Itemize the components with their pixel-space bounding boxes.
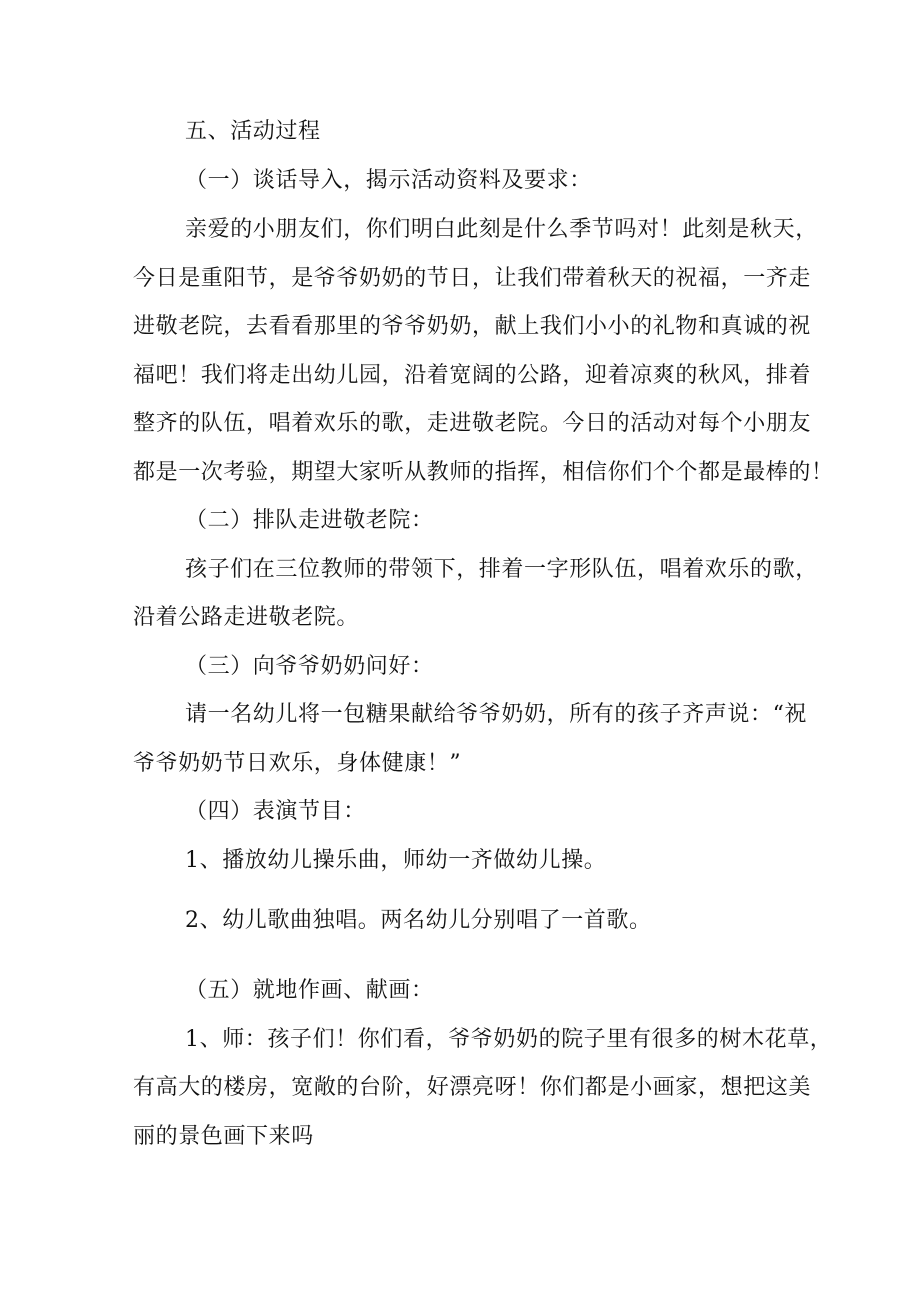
part5-line: 1、师：孩子们！你们看，爷爷奶奶的院子里有很多的树木花草， [185,1027,833,1052]
part2-heading: （二）排队走进敬老院： [185,508,434,533]
part3-line: 爷爷奶奶节日欢乐，身体健康！” [133,751,462,776]
part2-line: 孩子们在三位教师的带领下，排着一字形队伍，唱着欢乐的歌， [185,557,818,582]
part1-line: 亲爱的小朋友们，你们明白此刻是什么季节吗对！此刻是秋天， [185,217,818,242]
part1-heading: （一）谈话导入，揭示活动资料及要求： [185,168,592,193]
part2-line: 沿着公路走进敬老院。 [133,605,360,630]
section-title: 五、活动过程 [185,119,321,144]
part1-line: 今日是重阳节，是爷爷奶奶的节日，让我们带着秋天的祝福，一齐走 [133,266,812,291]
part1-line: 进敬老院，去看看那里的爷爷奶奶，献上我们小小的礼物和真诚的祝 [133,314,812,339]
part1-line: 福吧！我们将走出幼儿园，沿着宽阔的公路，迎着凉爽的秋风，排着 [133,363,812,388]
part4-item: 1、播放幼儿操乐曲，师幼一齐做幼儿操。 [185,848,607,873]
part5-line: 丽的景色画下来吗 [133,1124,314,1149]
part4-heading: （四）表演节目： [185,799,366,824]
part1-line: 都是一次考验，期望大家听从教师的指挥，相信你们个个都是最棒的！ [133,460,834,485]
part4-item: 2、幼儿歌曲独唱。两名幼儿分别唱了一首歌。 [185,908,652,933]
part5-heading: （五）就地作画、献画： [185,978,434,1003]
part1-line: 整齐的队伍，唱着欢乐的歌，走进敬老院。今日的活动对每个小朋友 [133,411,812,436]
part3-heading: （三）向爷爷奶奶问好： [185,654,434,679]
part3-line: 请一名幼儿将一包糖果献给爷爷奶奶，所有的孩子齐声说：“祝 [185,702,808,727]
part5-line: 有高大的楼房，宽敞的台阶，好漂亮呀！你们都是小画家，想把这美 [133,1075,812,1100]
